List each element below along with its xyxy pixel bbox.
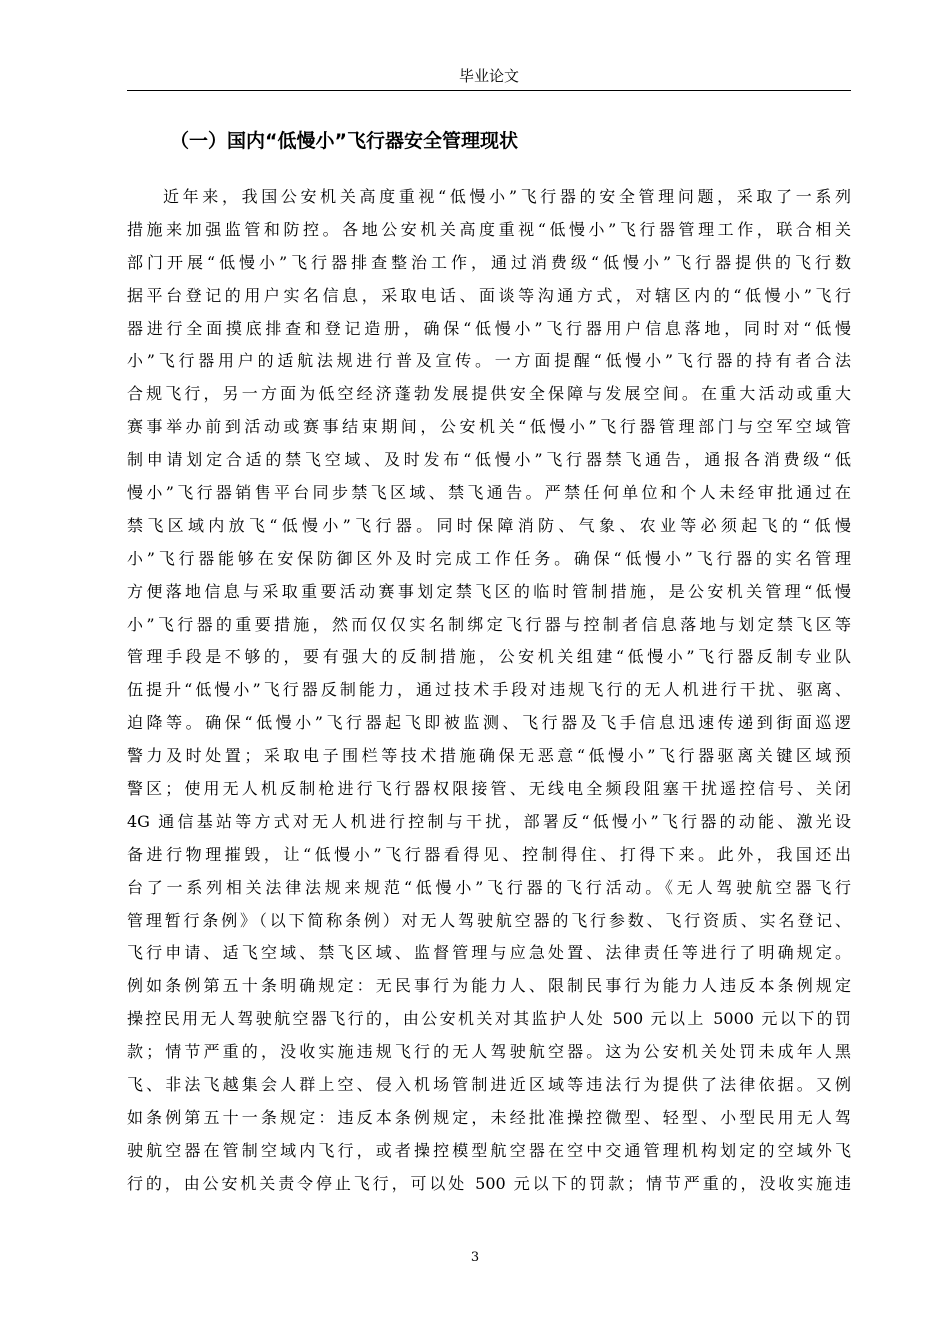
paragraph-line: 4G 通信基站等方式对无人机进行控制与干扰，部署反“低慢小”飞行器的动能、激光设 xyxy=(127,811,851,831)
paragraph-line: 款；情节严重的，没收实施违规飞行的无人驾驶航空器。这为公安机关处罚未成年人黑 xyxy=(127,1042,851,1062)
paragraph-line: 部门开展“低慢小”飞行器排查整治工作，通过消费级“低慢小”飞行器提供的飞行数 xyxy=(127,252,851,272)
paragraph-line: 管理暂行条例》（以下简称条例）对无人驾驶航空器的飞行参数、飞行资质、实名登记、 xyxy=(127,910,851,930)
paragraph-line: 备进行物理摧毁，让“低慢小”飞行器看得见、控制得住、打得下来。此外，我国还出 xyxy=(127,844,851,864)
paragraph-line: 驶航空器在管制空域内飞行，或者操控模型航空器在空中交通管理机构划定的空域外飞 xyxy=(127,1140,851,1160)
body-paragraph xyxy=(127,181,851,1201)
paragraph-line: 迫降等。确保“低慢小”飞行器起飞即被监测、飞行器及飞手信息迅速传递到街面巡逻 xyxy=(127,713,851,733)
paragraph-line: 小”飞行器的重要措施，然而仅仅实名制绑定飞行器与控制者信息落地与划定禁飞区等 xyxy=(127,614,851,634)
paragraph-line: 小”飞行器能够在安保防御区外及时完成工作任务。确保“低慢小”飞行器的实名管理 xyxy=(127,548,851,568)
paragraph-line: 慢小”飞行器销售平台同步禁飞区域、禁飞通告。严禁任何单位和个人未经审批通过在 xyxy=(127,483,851,503)
paragraph-line: 近年来，我国公安机关高度重视“低慢小”飞行器的安全管理问题，采取了一系列 xyxy=(163,187,851,206)
paragraph-line: 例如条例第五十条明确规定：无民事行为能力人、限制民事行为能力人违反本条例规定 xyxy=(127,976,851,996)
paragraph-line: 据平台登记的用户实名信息，采取电话、面谈等沟通方式，对辖区内的“低慢小”飞行 xyxy=(127,285,851,305)
paragraph-line: 如条例第五十一条规定：违反本条例规定，未经批准操控微型、轻型、小型民用无人驾 xyxy=(127,1107,851,1127)
paragraph-line: 措施来加强监管和防控。各地公安机关高度重视“低慢小”飞行器管理工作，联合相关 xyxy=(127,219,851,239)
paragraph-line: 台了一系列相关法律法规来规范“低慢小”飞行器的飞行活动。《无人驾驶航空器飞行 xyxy=(127,877,851,897)
running-header: 毕业论文 xyxy=(127,62,851,91)
paragraph-line: 警力及时处置；采取电子围栏等技术措施确保无恶意“低慢小”飞行器驱离关键区域预 xyxy=(127,746,851,766)
paragraph-line: 飞行申请、适飞空域、禁飞区域、监督管理与应急处置、法律责任等进行了明确规定。 xyxy=(127,943,851,963)
paragraph-line: 管理手段是不够的，要有强大的反制措施，公安机关组建“低慢小”飞行器反制专业队 xyxy=(127,647,851,667)
paragraph-line: 警区；使用无人机反制枪进行飞行器权限接管、无线电全频段阻塞干扰遥控信号、关闭 xyxy=(127,779,851,799)
page-number: 3 xyxy=(470,1250,480,1265)
paragraph-line: 方便落地信息与采取重要活动赛事划定禁飞区的临时管制措施，是公安机关管理“低慢 xyxy=(127,581,851,601)
paragraph-line: 禁飞区域内放飞“低慢小”飞行器。同时保障消防、气象、农业等必须起飞的“低慢 xyxy=(127,515,851,535)
paragraph-line: 赛事举办前到活动或赛事结束期间，公安机关“低慢小”飞行器管理部门与空军空域管 xyxy=(127,417,851,437)
paragraph-line: 合规飞行，另一方面为低空经济蓬勃发展提供安全保障与发展空间。在重大活动或重大 xyxy=(127,384,851,404)
paragraph-line: 行的，由公安机关责令停止飞行，可以处 500 元以下的罚款；情节严重的，没收实施违 xyxy=(127,1173,851,1193)
paragraph-line: 飞、非法飞越集会人群上空、侵入机场管制进近区域等违法行为提供了法律依据。又例 xyxy=(127,1075,851,1095)
paragraph-line: 操控民用无人驾驶航空器飞行的，由公安机关对其监护人处 500 元以上 5000 元以下的罚 xyxy=(127,1009,851,1029)
paragraph-line: 制申请划定合适的禁飞空域、及时发布“低慢小”飞行器禁飞通告，通报各消费级“低 xyxy=(127,450,851,470)
paragraph-line: 小”飞行器用户的适航法规进行普及宣传。一方面提醒“低慢小”飞行器的持有者合法 xyxy=(127,351,851,371)
paragraph-line: 器进行全面摸底排查和登记造册，确保“低慢小”飞行器用户信息落地，同时对“低慢 xyxy=(127,318,851,338)
section-heading: （一）国内“低慢小”飞行器安全管理现状 xyxy=(170,130,518,152)
paragraph-line: 伍提升“低慢小”飞行器反制能力，通过技术手段对违规飞行的无人机进行干扰、驱离、 xyxy=(127,680,851,700)
